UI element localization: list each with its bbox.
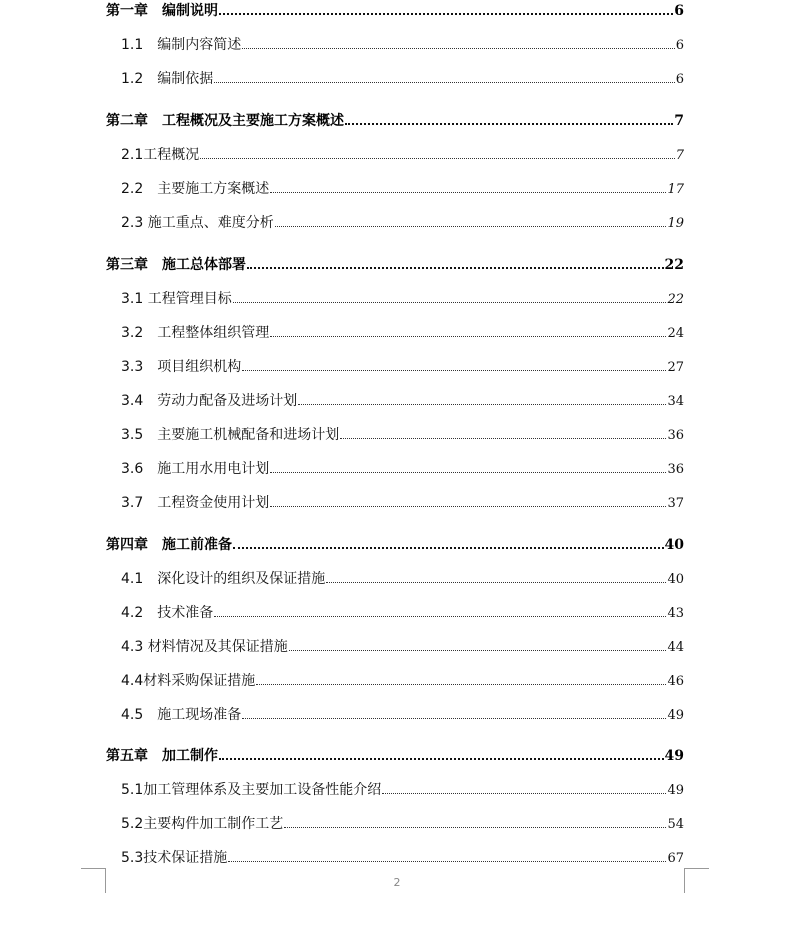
toc-label: 5.2主要构件加工制作工艺 bbox=[121, 816, 284, 832]
toc-page-number: 67 bbox=[667, 851, 684, 866]
toc-page-number: 6 bbox=[675, 38, 684, 53]
toc-label: 1.2 编制依据 bbox=[121, 71, 214, 87]
toc-section-3-2[interactable] bbox=[121, 322, 684, 342]
dot-leader bbox=[242, 370, 666, 371]
toc-page-number: 6 bbox=[675, 72, 684, 87]
toc-label: 3.3 项目组织机构 bbox=[121, 359, 242, 375]
toc-section-3-1[interactable] bbox=[121, 288, 684, 308]
toc-section-2-1[interactable] bbox=[121, 144, 684, 164]
dot-leader bbox=[247, 267, 664, 269]
dot-leader bbox=[219, 758, 664, 760]
toc-label: 3.4 劳动力配备及进场计划 bbox=[121, 393, 298, 409]
toc-section-2-2[interactable] bbox=[121, 178, 684, 198]
toc-label: 2.2 主要施工方案概述 bbox=[121, 181, 270, 197]
toc-page-number: 7 bbox=[674, 113, 684, 129]
toc-section-4-2[interactable] bbox=[121, 602, 684, 622]
toc-label: 3.5 主要施工机械配备和进场计划 bbox=[121, 427, 340, 443]
margin-corner-left bbox=[81, 868, 106, 893]
toc-page-number: 19 bbox=[667, 216, 684, 231]
toc-page-number: 36 bbox=[667, 428, 684, 443]
toc-label: 4.2 技术准备 bbox=[121, 605, 214, 621]
toc-page-number: 34 bbox=[667, 394, 684, 409]
dot-leader bbox=[242, 718, 666, 719]
dot-leader bbox=[214, 82, 674, 83]
toc-page-number: 24 bbox=[667, 326, 684, 341]
dot-leader bbox=[256, 684, 666, 685]
toc-label: 第三章 施工总体部署 bbox=[106, 257, 246, 273]
margin-corner-right bbox=[684, 868, 709, 893]
toc-page-number: 17 bbox=[667, 182, 684, 197]
dot-leader bbox=[284, 827, 666, 828]
toc-chapter-5[interactable] bbox=[106, 745, 684, 765]
toc-label: 第四章 施工前准备 bbox=[106, 537, 232, 553]
dot-leader bbox=[228, 861, 666, 862]
toc-section-3-3[interactable] bbox=[121, 356, 684, 376]
toc-page-number: 43 bbox=[667, 606, 684, 621]
toc-chapter-3[interactable] bbox=[106, 254, 684, 274]
dot-leader bbox=[270, 506, 666, 507]
dot-leader bbox=[219, 13, 673, 15]
toc-page-number: 44 bbox=[667, 640, 684, 655]
toc-section-5-2[interactable] bbox=[121, 813, 684, 833]
toc-label: 2.3 施工重点、难度分析 bbox=[121, 215, 274, 231]
dot-leader bbox=[275, 226, 667, 227]
toc-label: 5.1加工管理体系及主要加工设备性能介绍 bbox=[121, 782, 382, 798]
toc-section-4-1[interactable] bbox=[121, 568, 684, 588]
toc-chapter-2[interactable] bbox=[106, 110, 684, 130]
toc-chapter-1[interactable] bbox=[106, 0, 684, 20]
dot-leader bbox=[242, 48, 674, 49]
toc-section-4-4[interactable] bbox=[121, 670, 684, 690]
toc-label: 3.7 工程资金使用计划 bbox=[121, 495, 270, 511]
toc-label: 3.1 工程管理目标 bbox=[121, 291, 232, 307]
toc-page-number: 46 bbox=[667, 674, 684, 689]
dot-leader bbox=[200, 158, 674, 159]
toc-section-4-5[interactable] bbox=[121, 704, 684, 724]
toc-page-number: 40 bbox=[664, 537, 684, 553]
dot-leader bbox=[340, 438, 666, 439]
dot-leader bbox=[233, 302, 667, 303]
toc-section-3-7[interactable] bbox=[121, 492, 684, 512]
toc-label: 3.6 施工用水用电计划 bbox=[121, 461, 270, 477]
toc-section-3-4[interactable] bbox=[121, 390, 684, 410]
toc-page-number: 6 bbox=[674, 3, 684, 19]
dot-leader bbox=[289, 650, 667, 651]
toc-section-1-2[interactable] bbox=[121, 68, 684, 88]
toc-page-number: 54 bbox=[667, 817, 684, 832]
dot-leader bbox=[270, 336, 666, 337]
toc-page-number: 40 bbox=[667, 572, 684, 587]
toc-page-number: 49 bbox=[667, 708, 684, 723]
toc-label: 第五章 加工制作 bbox=[106, 748, 218, 764]
dot-leader bbox=[382, 793, 666, 794]
dot-leader bbox=[270, 192, 666, 193]
toc-page-number: 22 bbox=[664, 257, 684, 273]
footer-page-number: 2 bbox=[393, 876, 401, 889]
toc-section-1-1[interactable] bbox=[121, 34, 684, 54]
toc-page-number: 22 bbox=[667, 292, 684, 307]
dot-leader bbox=[270, 472, 666, 473]
dot-leader bbox=[298, 404, 666, 405]
toc-page-number: 27 bbox=[667, 360, 684, 375]
toc-chapter-4[interactable] bbox=[106, 534, 684, 554]
dot-leader bbox=[214, 616, 666, 617]
toc-label: 5.3技术保证措施 bbox=[121, 850, 228, 866]
toc-label: 4.1 深化设计的组织及保证措施 bbox=[121, 571, 326, 587]
toc-section-4-3[interactable] bbox=[121, 636, 684, 656]
dot-leader bbox=[233, 547, 664, 549]
toc-page-number: 49 bbox=[667, 783, 684, 798]
toc-label: 2.1工程概况 bbox=[121, 147, 200, 163]
toc-label: 4.3 材料情况及其保证措施 bbox=[121, 639, 288, 655]
toc-label: 1.1 编制内容简述 bbox=[121, 37, 242, 53]
toc-label: 4.4材料采购保证措施 bbox=[121, 673, 256, 689]
toc-page-number: 37 bbox=[667, 496, 684, 511]
dot-leader bbox=[326, 582, 666, 583]
toc-label: 第一章 编制说明 bbox=[106, 3, 218, 19]
toc-section-5-3[interactable] bbox=[121, 847, 684, 867]
toc-page-number: 7 bbox=[675, 148, 684, 163]
toc-section-2-3[interactable] bbox=[121, 212, 684, 232]
dot-leader bbox=[345, 123, 673, 125]
toc-section-3-5[interactable] bbox=[121, 424, 684, 444]
toc-label: 4.5 施工现场准备 bbox=[121, 707, 242, 723]
toc-page-number: 49 bbox=[664, 748, 684, 764]
toc-label: 第二章 工程概况及主要施工方案概述 bbox=[106, 113, 344, 129]
toc-section-3-6[interactable] bbox=[121, 458, 684, 478]
toc-label: 3.2 工程整体组织管理 bbox=[121, 325, 270, 341]
toc-section-5-1[interactable] bbox=[121, 779, 684, 799]
toc-page-number: 36 bbox=[667, 462, 684, 477]
